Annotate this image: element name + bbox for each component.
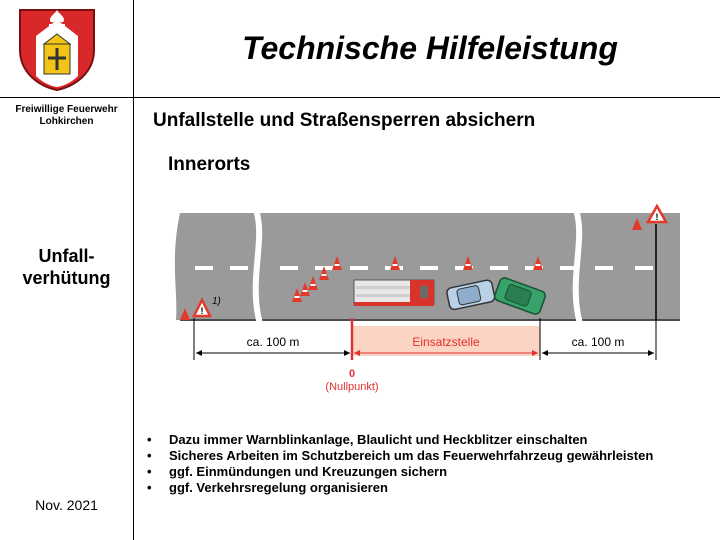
list-item: • Dazu immer Warnblinkanlage, Blaulicht und Heckblitzer einschalten	[147, 432, 717, 448]
sidebar-divider	[133, 0, 134, 540]
distance-label-left: ca. 100 m	[246, 335, 300, 349]
fire-truck	[354, 280, 434, 306]
section-topic	[0, 245, 133, 289]
topic-line-2: verhütung	[22, 268, 111, 288]
svg-text:!: !	[655, 212, 659, 222]
organization-line-2: Lohkirchen	[39, 116, 94, 127]
area-heading: Innerorts	[168, 154, 251, 175]
date-label: Nov. 2021	[35, 497, 98, 513]
distance-label-right: ca. 100 m	[571, 335, 625, 349]
header-divider	[0, 97, 720, 98]
topic-line-1: Unfall-	[38, 246, 95, 266]
zone-label: Einsatzstelle	[412, 335, 480, 349]
organization-name	[0, 104, 133, 128]
coat-of-arms-logo	[14, 6, 100, 92]
road-break-left	[256, 210, 260, 324]
instruction-list	[147, 432, 717, 496]
road-break-right	[576, 210, 580, 324]
svg-text:!: !	[200, 306, 204, 316]
page-title: Technische Hilfeleistung	[242, 30, 618, 66]
list-item: • ggf. Verkehrsregelung organisieren	[147, 480, 717, 496]
list-item: • ggf. Einmündungen und Kreuzungen sichern	[147, 464, 717, 480]
accident-scene-diagram	[140, 200, 720, 410]
list-item: • Sicheres Arbeiten im Schutzbereich um das Feuerwehrfahrzeug gewährleisten	[147, 448, 717, 464]
zero-point-label: 0	[348, 368, 356, 380]
organization-line-1: Freiwillige Feuerwehr	[15, 104, 118, 115]
warning-footnote: 1)	[212, 296, 221, 307]
slide-subtitle: Unfallstelle und Straßensperren absichern	[153, 110, 536, 131]
zero-point-caption: (Nullpunkt)	[325, 381, 379, 393]
